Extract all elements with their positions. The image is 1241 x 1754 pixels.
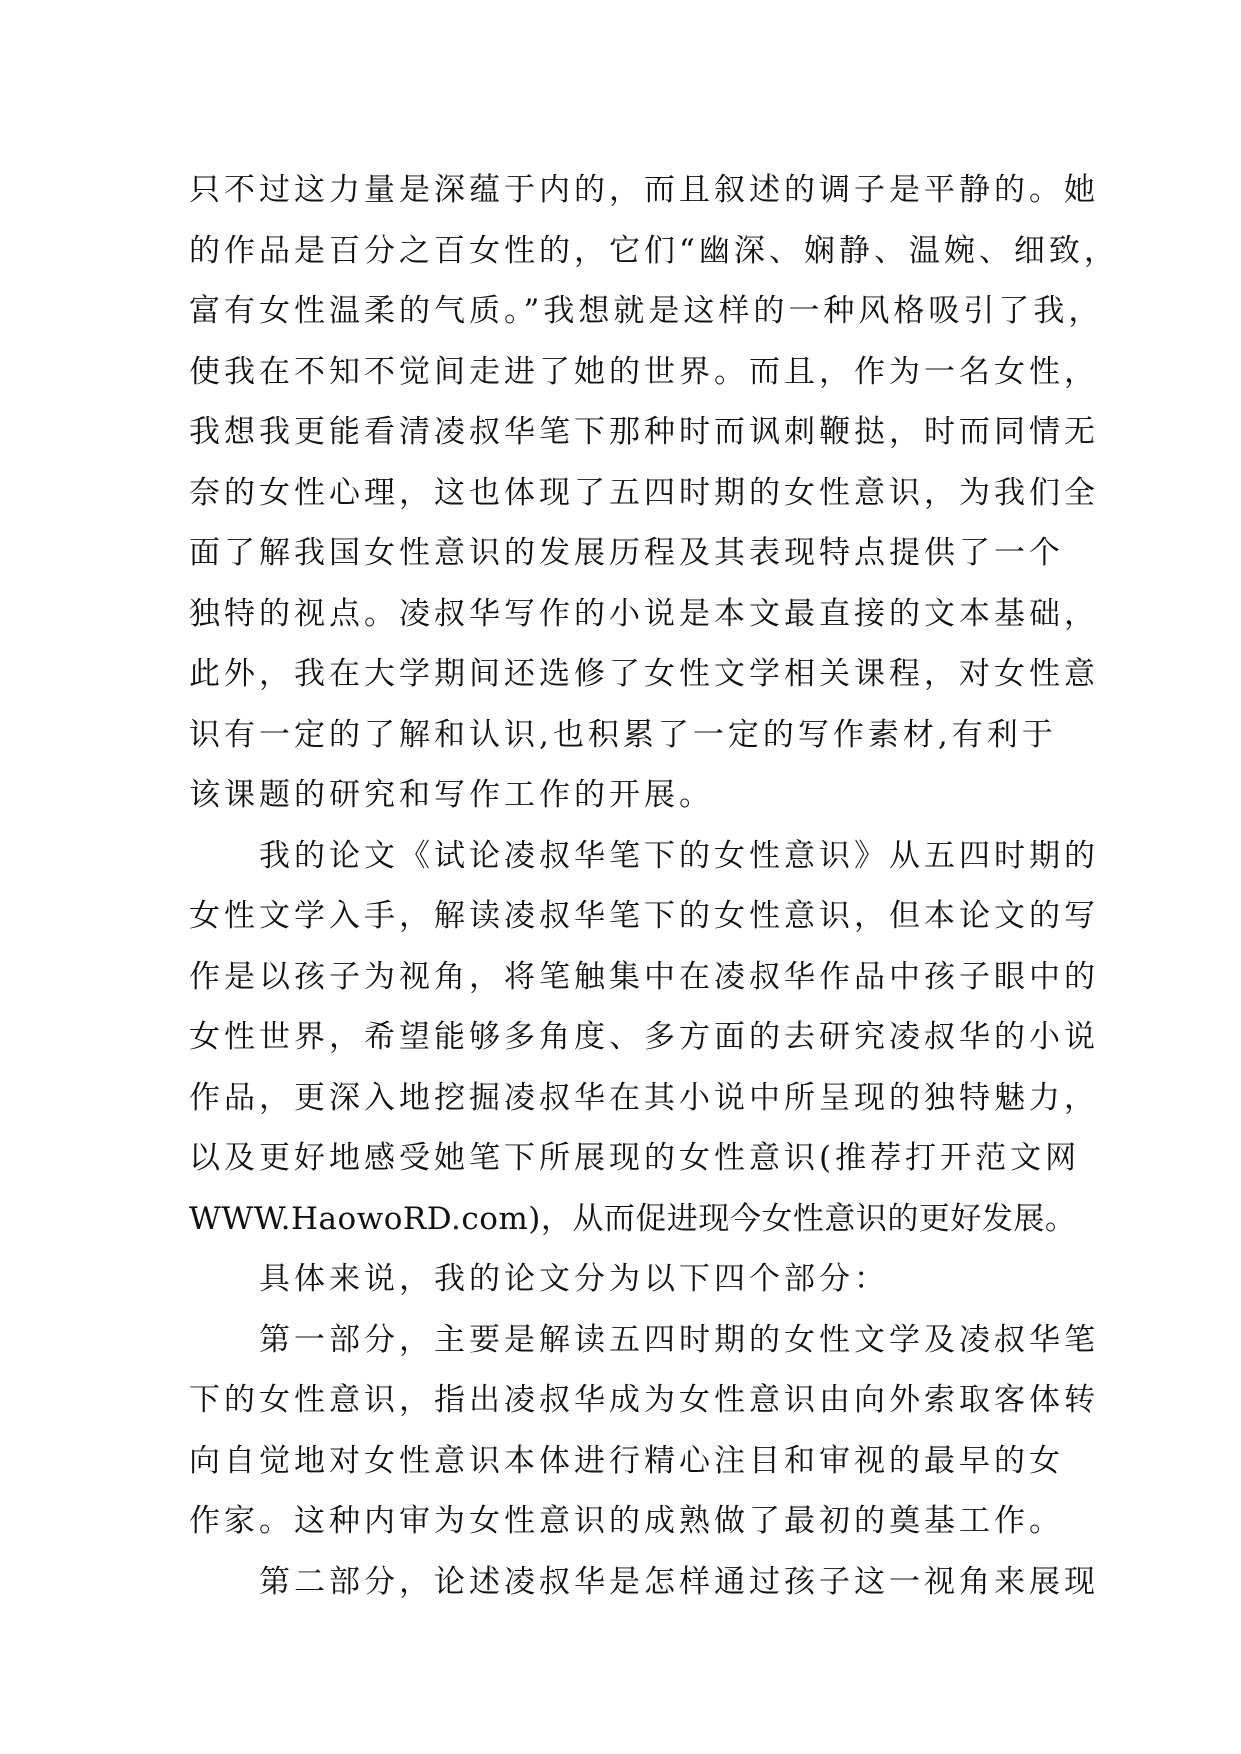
- paragraph-start-line: 我的论文《试论凌叔华笔下的女性意识》从五四时期的: [259, 837, 1099, 874]
- text-line: 识有一定的了解和认识,也积累了一定的写作素材,有利于: [189, 716, 1057, 753]
- text-line: 作家。这种内审为女性意识的成熟做了最初的奠基工作。: [189, 1503, 1064, 1539]
- paragraph-start-line: 第一部分，主要是解读五四时期的女性文学及凌叔华笔: [259, 1321, 1099, 1358]
- text-line: 独特的视点。凌叔华写作的小说是本文最直接的文本基础，: [189, 595, 1099, 632]
- text-line: 面了解我国女性意识的发展历程及其表现特点提供了一个: [189, 535, 1064, 571]
- text-line: 的作品是百分之百女性的，它们“幽深、娴静、温婉、细致，: [189, 232, 1119, 269]
- paragraph-start-line: 第二部分，论述凌叔华是怎样通过孩子这一视角来展现: [259, 1563, 1099, 1600]
- text-line: 只不过这力量是深蕴于内的，而且叙述的调子是平静的。她: [189, 172, 1099, 208]
- paragraph-start-line: 具体来说，我的论文分为以下四个部分：: [259, 1261, 889, 1297]
- text-line: 女性文学入手，解读凌叔华笔下的女性意识，但本论文的写: [189, 898, 1099, 934]
- text-line: 下的女性意识，指出凌叔华成为女性意识由向外索取客体转: [189, 1382, 1099, 1418]
- body-text: [189, 160, 1119, 1612]
- text-line: 以及更好地感受她笔下所展现的女性意识(推荐打开范文网: [189, 1140, 1081, 1176]
- text-line: WWW.HaowoRD.com)，从而促进现今女性意识的更好发展。: [189, 1200, 1077, 1237]
- text-line: 作品，更深入地挖掘凌叔华在其小说中所呈现的独特魅力，: [189, 1079, 1099, 1116]
- text-line: 此外，我在大学期间还选修了女性文学相关课程，对女性意: [189, 656, 1099, 692]
- text-line: 奈的女性心理，这也体现了五四时期的女性意识，为我们全: [189, 474, 1099, 511]
- text-line: 作是以孩子为视角，将笔触集中在凌叔华作品中孩子眼中的: [189, 958, 1099, 995]
- text-line: 使我在不知不觉间走进了她的世界。而且，作为一名女性，: [189, 353, 1099, 390]
- text-line: 该课题的研究和写作工作的开展。: [189, 777, 714, 813]
- text-line: 富有女性温柔的气质。”我想就是这样的一种风格吸引了我，: [189, 293, 1104, 329]
- text-line: 我想我更能看清凌叔华笔下那种时而讽刺鞭挞，时而同情无: [189, 414, 1099, 450]
- text-line: 向自觉地对女性意识本体进行精心注目和审视的最早的女: [189, 1442, 1064, 1479]
- text-line: 女性世界，希望能够多角度、多方面的去研究凌叔华的小说: [189, 1019, 1099, 1055]
